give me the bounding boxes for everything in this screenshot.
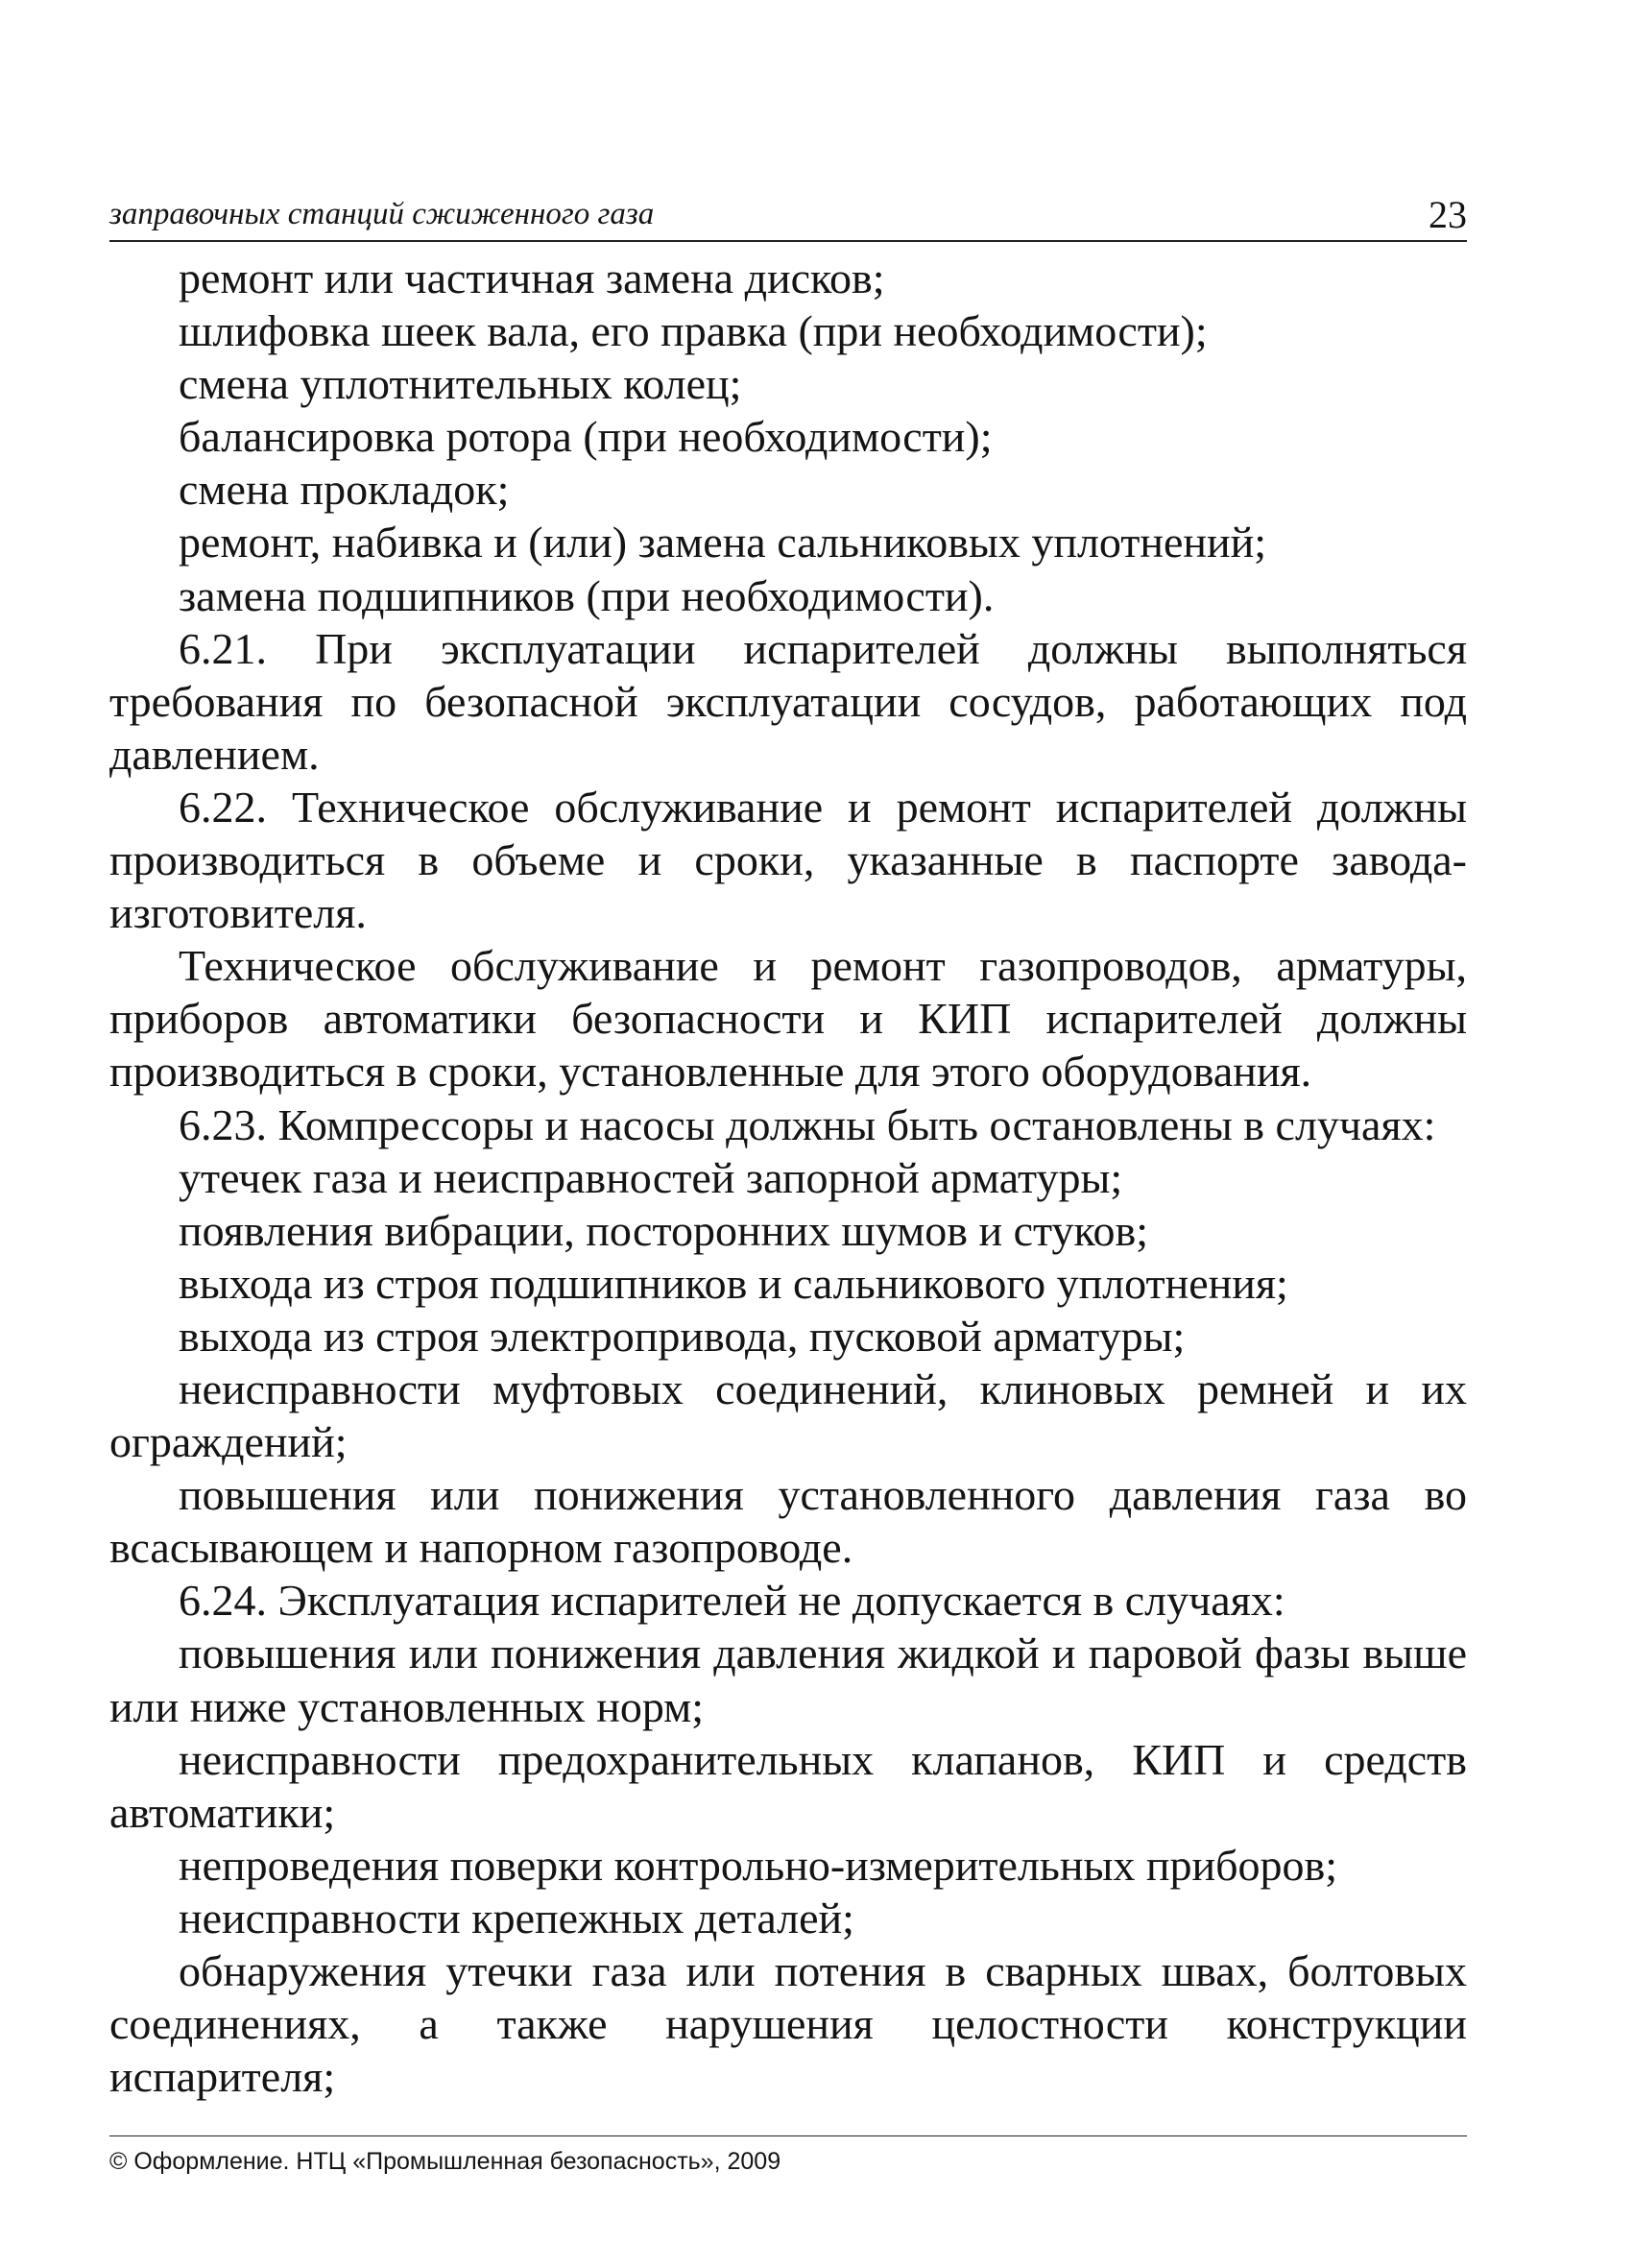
clause-6-23: 6.23. Компрессоры и насосы должны быть остановлены в случаях: [179,1099,1436,1149]
list-item: смена уплотнительных колец; [179,359,742,409]
list-item: повышения или понижения давления жидкой и паровой фазы выше или ниже установленных норм; [109,1629,1467,1731]
list-item: ремонт или частичная замена дисков; [179,253,885,302]
list-item: утечек газа и неисправностей запорной арматуры; [179,1152,1123,1202]
footer-copyright: © Оформление. НТЦ «Промышленная безопасность», 2009 [109,2148,781,2175]
clause-6-22: 6.22. Техническое обслуживание и ремонт испарителей должны производиться в объеме и сроки, указанные в паспорте завода-изготовителя. [109,782,1467,938]
list-item: обнаружения утечки газа или потения в сварных швах, болтовых соединениях, а также нарушения целостности конструкции испарителя; [109,1946,1467,2102]
list-item: неисправности крепежных деталей; [179,1893,854,1942]
list-item: повышения или понижения установленного давления газа во всасывающем и напорном газопроводе. [109,1470,1467,1573]
list-item: смена прокладок; [179,465,510,515]
list-item: непроведения поверки контрольно-измерительных приборов; [179,1840,1338,1890]
list-item: шлифовка шеек вала, его правка (при необходимости); [179,306,1208,356]
list-item: неисправности муфтовых соединений, клиновых ремней и их ограждений; [109,1363,1467,1467]
running-header [109,190,1467,238]
list-item: выхода из строя электропривода, пусковой арматуры; [179,1311,1186,1361]
running-header-title: заправочных станций сжиженного газа [109,197,655,231]
page-number: 23 [1429,193,1467,236]
list-item: замена подшипников (при необходимости). [179,570,995,620]
list-item: выхода из строя подшипников и сальникового уплотнения; [179,1258,1288,1308]
list-item: появления вибрации, посторонних шумов и стуков; [179,1205,1149,1255]
footer-divider [109,2135,1467,2136]
header-divider [109,240,1467,242]
page-body [109,252,1467,2103]
clause-6-22-continued: Техническое обслуживание и ремонт газопроводов, арматуры, приборов автоматики безопасности и КИП испарителей должны производиться в сроки, установленные для этого оборудования. [109,941,1467,1097]
list-item: балансировка ротора (при необходимости); [179,412,993,462]
clause-6-21: 6.21. При эксплуатации испарителей должны выполняться требования по безопасной эксплуатации сосудов, работающих под давлением. [109,623,1467,779]
clause-6-24: 6.24. Эксплуатация испарителей не допускается в случаях: [179,1576,1285,1626]
list-item: неисправности предохранительных клапанов, КИП и средств автоматики; [109,1734,1467,1837]
list-item: ремонт, набивка и (или) замена сальниковых уплотнений; [179,518,1267,567]
